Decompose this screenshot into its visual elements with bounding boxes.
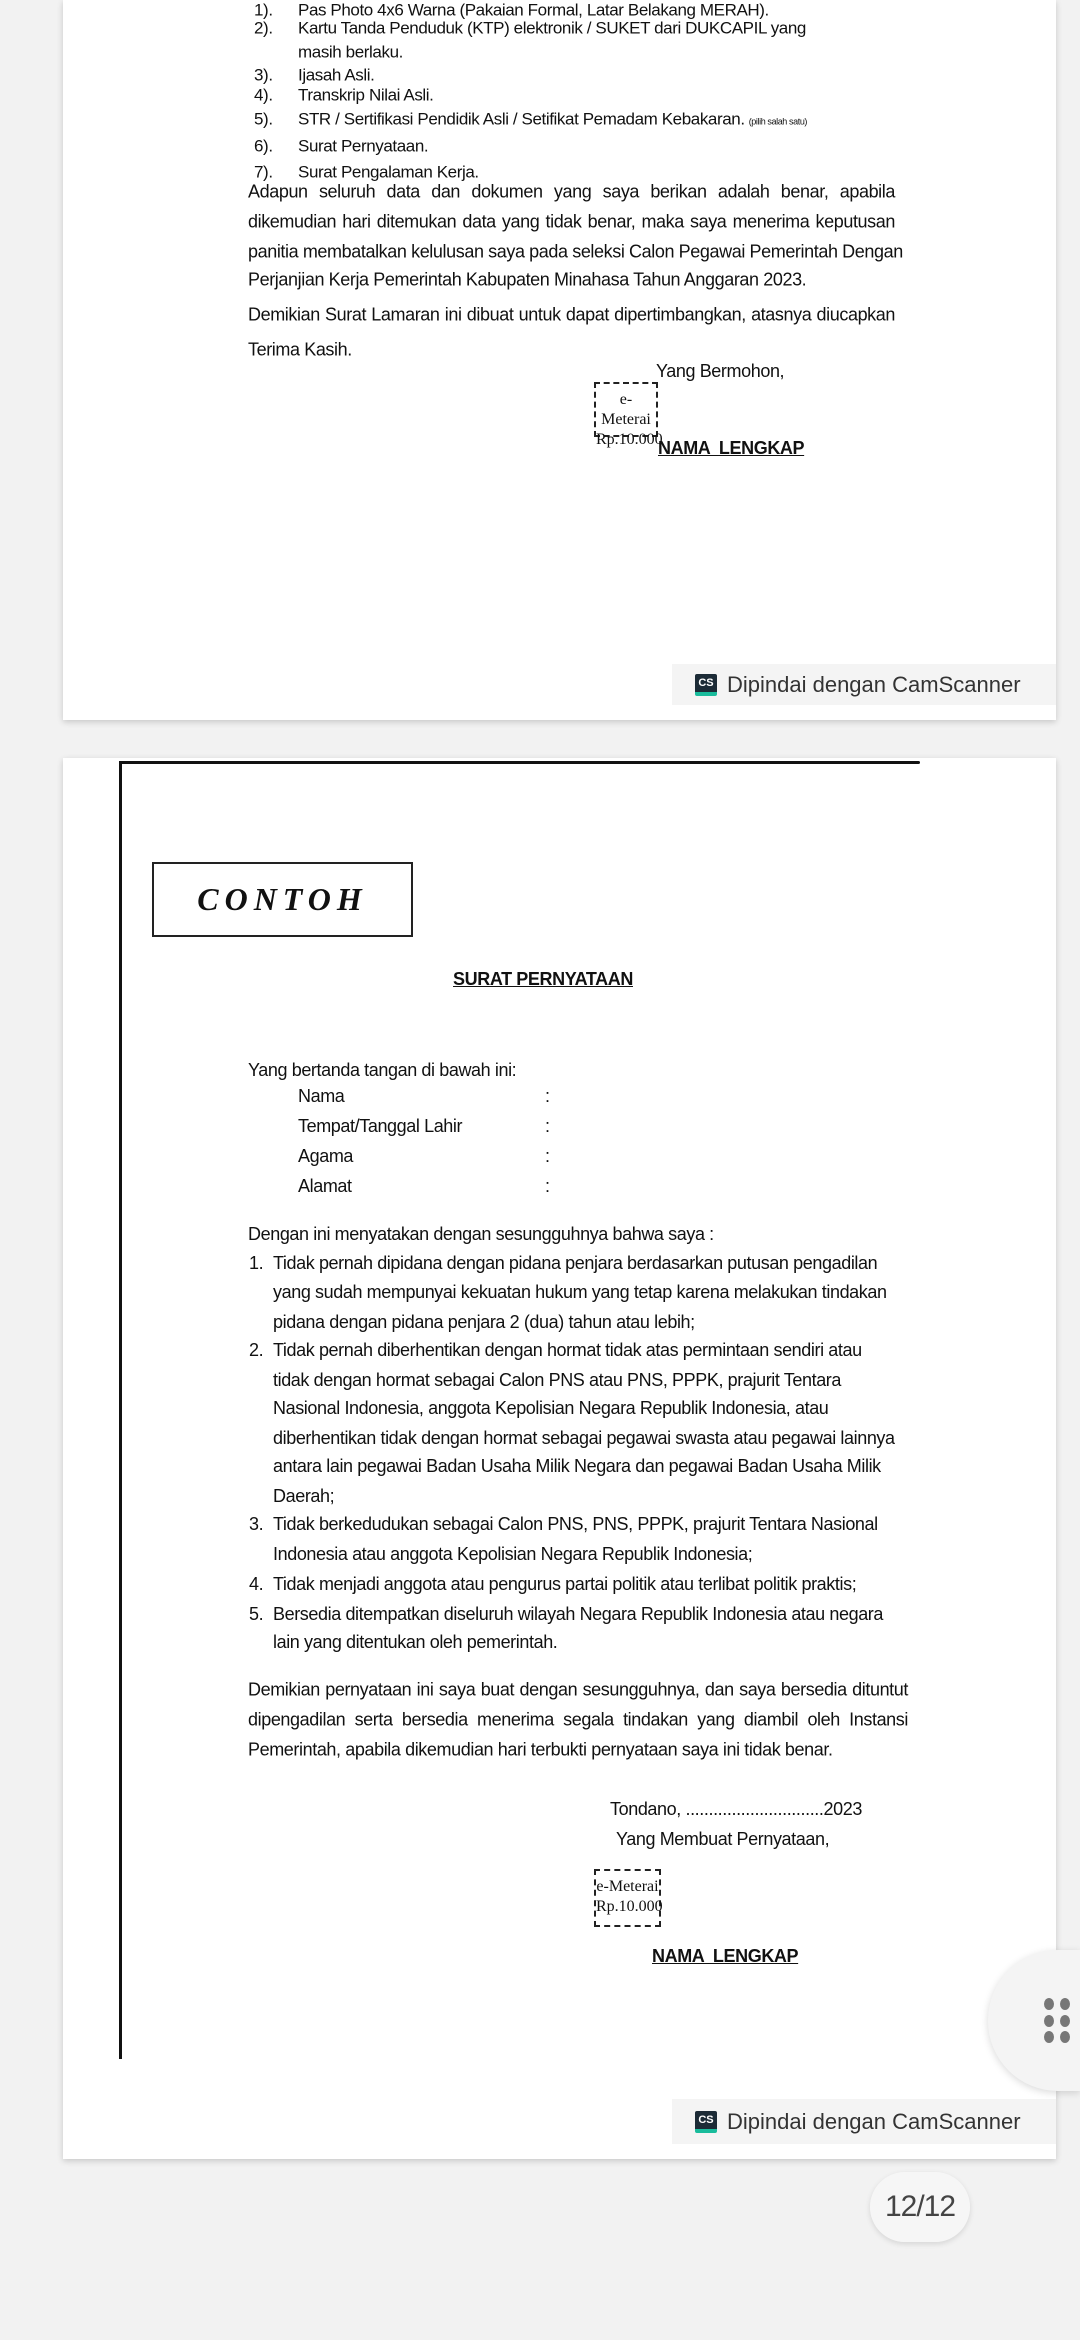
field-label: Nama — [298, 1086, 345, 1106]
requirement-number: 1). — [254, 0, 273, 20]
camscanner-logo-icon: CS — [695, 674, 717, 696]
statement-line: Tidak pernah dipidana dengan pidana penjara berdasarkan putusan pengadilan — [273, 1253, 878, 1273]
intro-text: Yang bertanda tangan di bawah ini: — [248, 1060, 517, 1080]
field-separator: : — [545, 1086, 550, 1106]
paragraph-line: Adapun seluruh data dan dokumen yang saya berikan adalah benar, apabila — [248, 181, 895, 202]
signature-name: NAMA LENGKAP — [658, 438, 805, 458]
statement-line: Tidak menjadi anggota atau pengurus partai politik atau terlibat politik praktis; — [273, 1574, 857, 1594]
signature-name: NAMA LENGKAP — [652, 1946, 799, 1966]
signer-label: Yang Membuat Pernyataan, — [616, 1829, 830, 1849]
e-meterai-box — [594, 1869, 661, 1927]
requirement-note: (pilih salah satu) — [748, 116, 808, 127]
statement-number: 5. — [249, 1604, 264, 1624]
meterai-label: e-Meterai — [601, 391, 651, 428]
page-indicator-text: 12/12 — [884, 2190, 956, 2223]
scan-top-border — [120, 761, 920, 764]
requirement-text: STR / Sertifikasi Pendidik Asli / Setifikat Pemadam Kebakaran. — [298, 109, 745, 129]
requirement-text: masih berlaku. — [298, 42, 403, 62]
camscanner-logo-icon: CS — [695, 2111, 717, 2133]
statement-line: Nasional Indonesia, anggota Kepolisian Negara Republik Indonesia, atau — [273, 1398, 829, 1418]
requirement-text: Surat Pengalaman Kerja. — [298, 162, 479, 182]
document-page-2 — [63, 758, 1056, 2159]
statement-number: 2. — [249, 1340, 264, 1360]
place-date: Tondano, ..............................2023 — [610, 1799, 862, 1819]
field-separator: : — [545, 1146, 550, 1166]
paragraph-line: Perjanjian Kerja Pemerintah Kabupaten Minahasa Tahun Anggaran 2023. — [248, 269, 807, 290]
meterai-label: e-Meterai — [596, 1878, 659, 1895]
field-label: Tempat/Tanggal Lahir — [298, 1116, 463, 1136]
drag-dots-icon — [1044, 1998, 1072, 2044]
meterai-value: Rp.10.000 — [596, 1898, 663, 1915]
statement-line: lain yang ditentukan oleh pemerintah. — [273, 1632, 558, 1652]
requirement-number: 5). — [254, 109, 273, 129]
scan-left-border — [119, 761, 122, 2059]
statement-line: Bersedia ditempatkan diseluruh wilayah Negara Republik Indonesia atau negara — [273, 1604, 884, 1624]
meterai-value: Rp.10.000 — [596, 431, 663, 448]
paragraph-line: Terima Kasih. — [248, 339, 352, 360]
statement-line: Tidak pernah diberhentikan dengan hormat tidak atas permintaan sendiri atau — [273, 1340, 862, 1360]
requirement-text: Kartu Tanda Penduduk (KTP) elektronik / SUKET dari DUKCAPIL yang — [298, 18, 806, 38]
closing-text: Yang Bermohon, — [656, 361, 785, 381]
requirement-number: 7). — [254, 162, 273, 182]
requirement-number: 4). — [254, 85, 273, 105]
field-label: Alamat — [298, 1176, 352, 1196]
statement-line: antara lain pegawai Badan Usaha Milik Negara dan pegawai Badan Usaha Milik — [273, 1456, 881, 1476]
statement-number: 1. — [249, 1253, 264, 1273]
document-title: SURAT PERNYATAAN — [453, 969, 633, 989]
requirement-text: Pas Photo 4x6 Warna (Pakaian Formal, Latar Belakang MERAH). — [298, 0, 769, 20]
paragraph-line: Demikian Surat Lamaran ini dibuat untuk dapat dipertimbangkan, atasnya diucapkan — [248, 304, 895, 325]
requirement-text: Transkrip Nilai Asli. — [298, 85, 434, 105]
statement-line: Indonesia atau anggota Kepolisian Negara Republik Indonesia; — [273, 1544, 753, 1564]
closing-paragraph-line: Pemerintah, apabila dikemudian hari terbukti pernyataan saya ini tidak benar. — [248, 1739, 833, 1760]
statement-number: 4. — [249, 1574, 264, 1594]
paragraph-line: dikemudian hari ditemukan data yang tidak benar, maka saya menerima keputusan — [248, 211, 895, 232]
camscanner-footer — [672, 2099, 1056, 2144]
statement-line: Daerah; — [273, 1486, 335, 1506]
field-separator: : — [545, 1116, 550, 1136]
statement-line: tidak dengan hormat sebagai Calon PNS atau PNS, PPPK, prajurit Tentara — [273, 1370, 842, 1390]
statement-number: 3. — [249, 1514, 264, 1534]
statement-intro: Dengan ini menyatakan dengan sesungguhnya bahwa saya : — [248, 1224, 714, 1244]
requirement-number: 3). — [254, 65, 273, 85]
closing-paragraph-line: dipengadilan serta bersedia menerima segala tindakan yang diambil oleh Instansi — [248, 1709, 908, 1730]
requirement-number: 2). — [254, 18, 273, 38]
page-indicator — [870, 2172, 970, 2242]
closing-paragraph-line: Demikian pernyataan ini saya buat dengan sesungguhnya, dan saya bersedia dituntut — [248, 1679, 908, 1700]
contoh-stamp-text: CONTOH — [197, 881, 368, 917]
paragraph-line: panitia membatalkan kelulusan saya pada seleksi Calon Pegawai Pemerintah Dengan — [248, 241, 903, 262]
contoh-stamp-box — [152, 862, 413, 937]
statement-line: pidana dengan pidana penjara 2 (dua) tahun atau lebih; — [273, 1312, 695, 1332]
field-label: Agama — [298, 1146, 354, 1166]
statement-line: diberhentikan tidak dengan hormat sebagai pegawai swasta atau pegawai lainnya — [273, 1428, 895, 1448]
requirement-text: Surat Pernyataan. — [298, 136, 429, 156]
field-separator: : — [545, 1176, 550, 1196]
camscanner-text: Dipindai dengan CamScanner — [727, 671, 1021, 697]
statement-line: yang sudah mempunyai kekuatan hukum yang tetap karena melakukan tindakan — [273, 1282, 887, 1302]
requirement-number: 6). — [254, 136, 273, 156]
requirement-text: Ijasah Asli. — [298, 65, 375, 85]
camscanner-text: Dipindai dengan CamScanner — [727, 2108, 1021, 2134]
statement-line: Tidak berkedudukan sebagai Calon PNS, PNS, PPPK, prajurit Tentara Nasional — [273, 1514, 878, 1534]
